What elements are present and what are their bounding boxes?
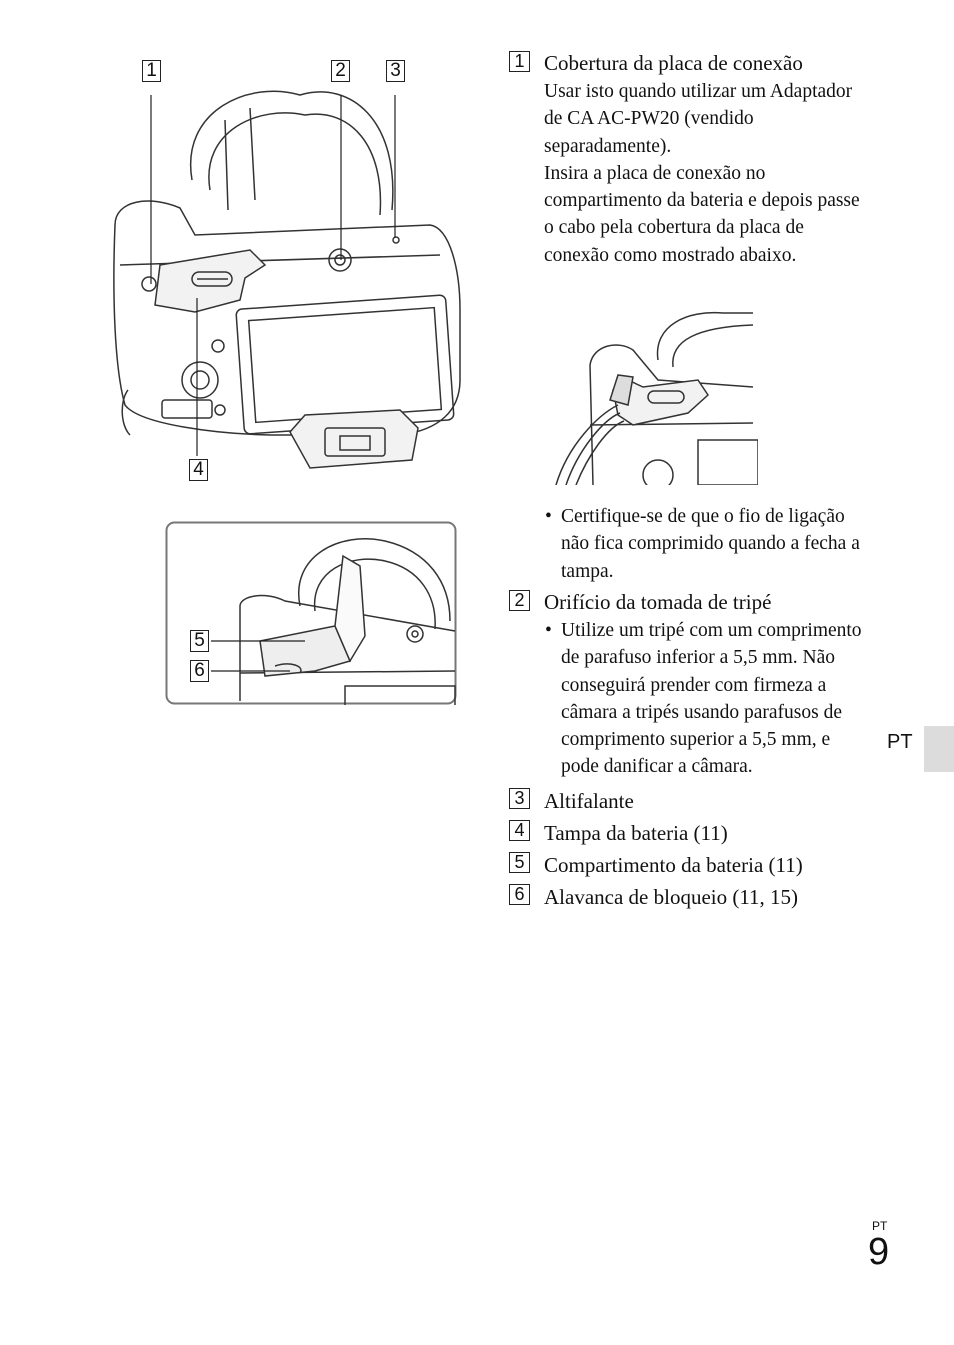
items-list — [509, 48, 869, 913]
item-number: 3 — [509, 788, 530, 809]
callout-1: 1 — [142, 60, 161, 82]
item-title: Alavanca de bloqueio (11, 15) — [544, 884, 799, 909]
item-title: Orifício da tomada de tripé — [544, 589, 772, 614]
page-number: 9 — [868, 1231, 890, 1273]
footer-language: PT — [872, 1219, 888, 1233]
item-1 — [509, 48, 869, 585]
item-4 — [509, 817, 869, 849]
item-5 — [509, 849, 869, 881]
item-number: 6 — [509, 884, 530, 905]
camera-bottom-illustration — [100, 50, 480, 490]
item-title: Tampa da bateria (11) — [544, 820, 728, 845]
item-description-2: Insira a placa de conexão no compartimento da bateria e depois passe o cabo pela cobertura da placa de conexão como mostrado abaixo. — [544, 162, 860, 266]
callout-2: 2 — [331, 60, 350, 82]
callout-6: 6 — [190, 660, 209, 682]
item-number: 2 — [509, 590, 530, 611]
item-title: Cobertura da placa de conexão — [544, 51, 803, 75]
item-2 — [509, 587, 869, 781]
item-number: 1 — [509, 51, 530, 72]
item-number: 4 — [509, 820, 530, 841]
item-number: 5 — [509, 852, 530, 873]
callout-3: 3 — [386, 60, 405, 82]
item-3 — [509, 785, 869, 817]
side-language-label: PT — [887, 731, 913, 753]
bullet-item: • Certifique-se de que o fio de ligação não fica comprimido quando a fecha a tampa. — [544, 503, 869, 585]
item-title: Altifalante — [544, 788, 634, 813]
callout-5: 5 — [190, 630, 209, 652]
item-description: Usar isto quando utilizar um Adaptador de CA AC-PW20 (vendido separadamente). — [544, 81, 853, 157]
item-6 — [509, 881, 869, 913]
side-language-tab — [924, 726, 954, 772]
bullet-item: • Utilize um tripé com um comprimento de parafuso inferior a 5,5 mm. Não conseguirá prender com firmeza a câmara a tripés usando parafusos de comprimento superior a 5,5 mm, e pode danificar a câmara. — [544, 617, 869, 781]
item-title: Compartimento da bateria (11) — [544, 852, 803, 877]
callout-4: 4 — [189, 459, 208, 481]
connection-cable-illustration — [548, 305, 758, 485]
